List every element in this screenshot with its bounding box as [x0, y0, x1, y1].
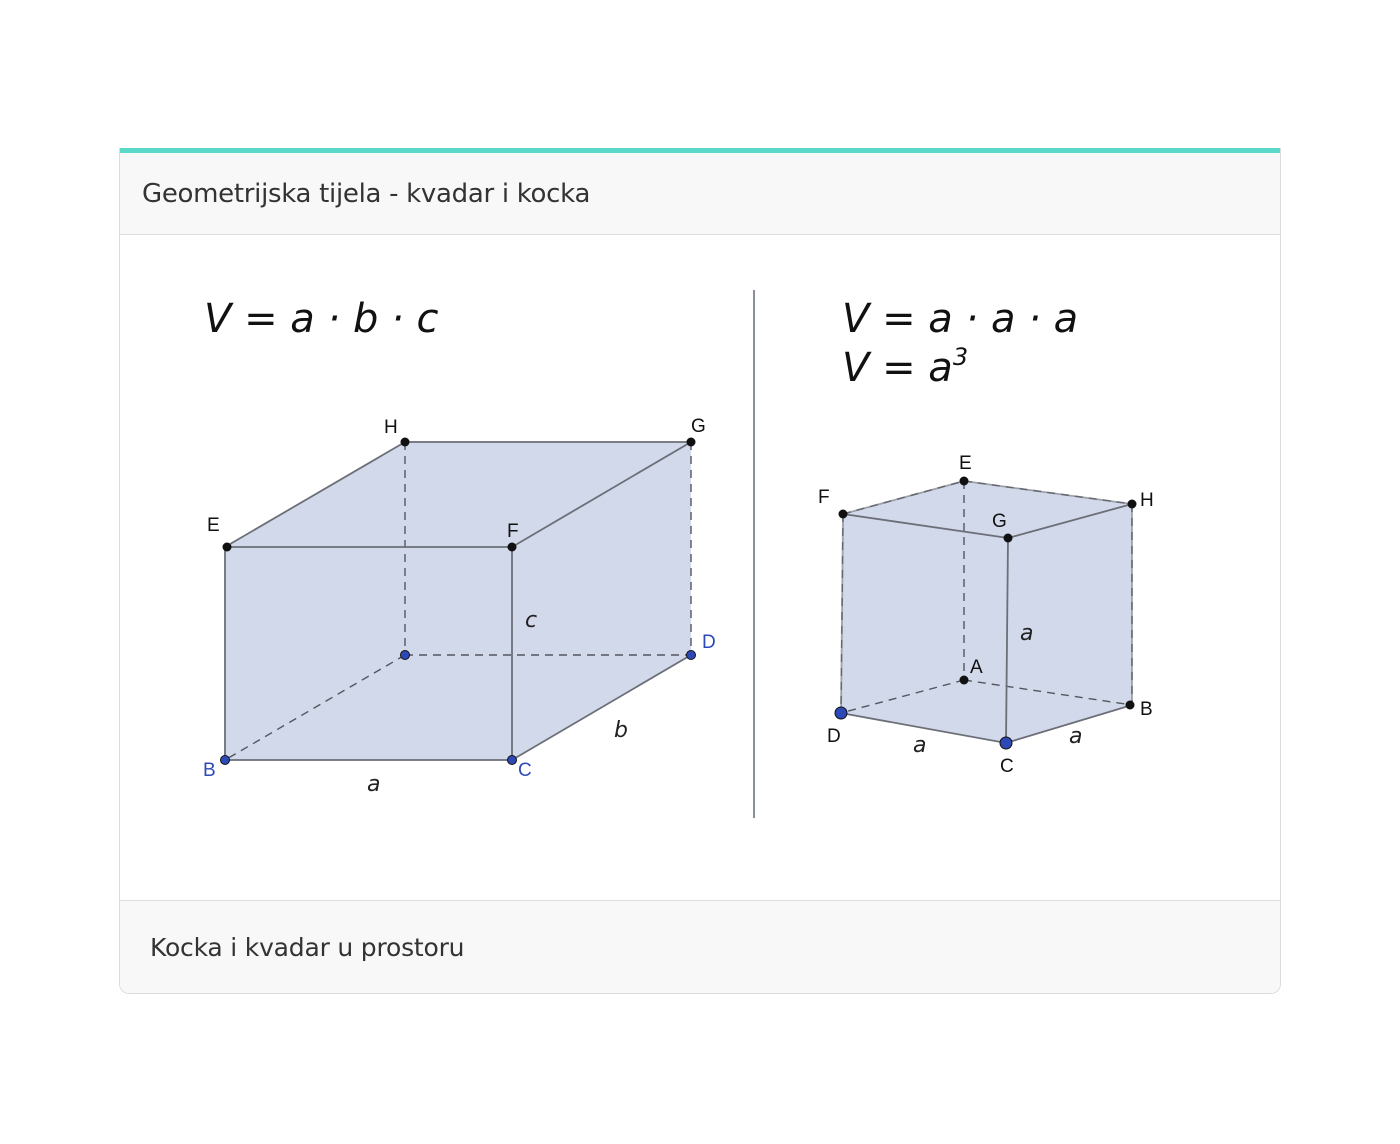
cube-label-a: A	[970, 657, 983, 678]
cuboid-point-e	[223, 543, 232, 552]
cuboid-point-h	[401, 438, 410, 447]
cube-label-f: F	[818, 487, 830, 508]
cube-point-h	[1128, 500, 1137, 509]
cube-formula-exponent: 3	[952, 343, 969, 371]
cuboid-label-f: F	[507, 521, 519, 542]
card-header	[120, 153, 1280, 235]
cube-point-e	[960, 477, 969, 486]
cube-formula-base: V = a	[842, 345, 953, 391]
cuboid-point-f	[508, 543, 517, 552]
cuboid-point-d	[687, 651, 696, 660]
cube-volume-formula: V = a · a · a	[842, 296, 1079, 342]
card-footer	[120, 900, 1280, 994]
cuboid-point-hidden	[401, 651, 410, 660]
card-caption: Kocka i kvadar u prostoru	[150, 933, 465, 962]
cuboid-label-b: B	[203, 760, 216, 781]
cube-edge-label-vertical: a	[1020, 621, 1034, 646]
cuboid-diagram	[203, 296, 716, 797]
cuboid-edge-label-b: b	[614, 718, 628, 743]
cube-volume-formula-power	[842, 343, 968, 391]
geometry-figure	[120, 235, 1281, 900]
cube-point-b	[1126, 701, 1135, 710]
cuboid-label-h: H	[384, 417, 398, 438]
cube-edge-label-right: a	[1069, 724, 1083, 749]
cuboid-front-face	[225, 547, 512, 760]
cuboid-label-g: G	[691, 416, 706, 437]
cube-label-b: B	[1140, 699, 1153, 720]
cuboid-edge-label-c: c	[525, 608, 538, 633]
cuboid-label-d: D	[702, 632, 716, 653]
cuboid-label-e: E	[207, 515, 220, 536]
cube-label-c: C	[1000, 756, 1014, 777]
cube-label-g: G	[992, 511, 1007, 532]
cube-edge-label-front: a	[913, 733, 927, 758]
cuboid-point-b	[221, 756, 230, 765]
cuboid-point-c	[508, 756, 517, 765]
cube-label-d: D	[827, 726, 841, 747]
cuboid-point-g	[687, 438, 696, 447]
geometry-canvas	[120, 235, 1281, 900]
cube-point-c	[1000, 737, 1012, 749]
cuboid-label-c: C	[518, 760, 532, 781]
card-title: Geometrijska tijela - kvadar i kocka	[142, 179, 591, 209]
cube-point-f	[839, 510, 848, 519]
cuboid-edge-label-a: a	[367, 772, 381, 797]
cuboid-volume-formula: V = a · b · c	[204, 296, 439, 342]
cube-diagram	[818, 296, 1154, 777]
applet-card	[119, 148, 1281, 994]
cube-point-d	[835, 707, 847, 719]
cube-label-e: E	[959, 453, 972, 474]
cube-point-g	[1004, 534, 1013, 543]
cube-point-a	[960, 676, 969, 685]
cube-front-face	[841, 514, 1008, 743]
cube-label-h: H	[1140, 490, 1154, 511]
